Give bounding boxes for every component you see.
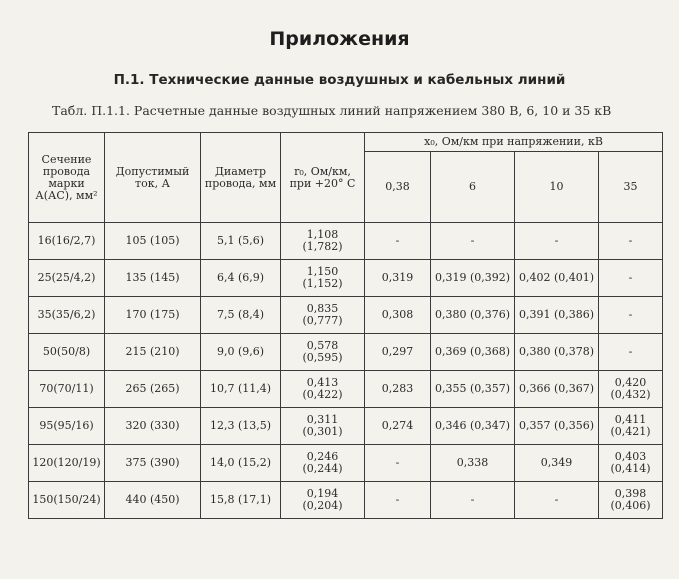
cell-section: 95(95/16) (29, 408, 105, 445)
table-row (29, 408, 663, 445)
table-row (29, 371, 663, 408)
cell-section: 25(25/4,2) (29, 260, 105, 297)
cell-x0-038: 0,283 (365, 371, 431, 408)
cell-x0-6: 0,380 (0,376) (431, 297, 515, 334)
table-row (29, 482, 663, 519)
column-header-section: Сечение провода марки А(АС), мм² (29, 133, 105, 223)
cell-x0-35: 0,403 (0,414) (599, 445, 663, 482)
cell-r0: 1,150 (1,152) (281, 260, 365, 297)
cell-diameter: 12,3 (13,5) (201, 408, 281, 445)
cell-current: 135 (145) (105, 260, 201, 297)
cell-x0-038: - (365, 482, 431, 519)
column-header-voltage-038: 0,38 (365, 152, 431, 223)
cell-current: 375 (390) (105, 445, 201, 482)
cell-x0-10: - (515, 223, 599, 260)
cell-x0-038: 0,308 (365, 297, 431, 334)
cell-x0-35: - (599, 334, 663, 371)
cell-section: 120(120/19) (29, 445, 105, 482)
column-header-voltage-10: 10 (515, 152, 599, 223)
table-row (29, 223, 663, 260)
cell-current: 170 (175) (105, 297, 201, 334)
column-header-r0: r₀, Ом/км, при +20° С (281, 133, 365, 223)
cell-section: 50(50/8) (29, 334, 105, 371)
cell-r0: 0,311 (0,301) (281, 408, 365, 445)
cell-x0-10: 0,402 (0,401) (515, 260, 599, 297)
table-row (29, 445, 663, 482)
data-table (28, 132, 663, 519)
cell-x0-10: 0,366 (0,367) (515, 371, 599, 408)
section-title: П.1. Технические данные воздушных и кабельных линий (113, 72, 566, 88)
cell-x0-35: - (599, 297, 663, 334)
cell-x0-35: - (599, 223, 663, 260)
cell-diameter: 15,8 (17,1) (201, 482, 281, 519)
cell-x0-038: 0,274 (365, 408, 431, 445)
cell-diameter: 7,5 (8,4) (201, 297, 281, 334)
table-row (29, 334, 663, 371)
cell-r0: 0,835 (0,777) (281, 297, 365, 334)
table-row (29, 297, 663, 334)
cell-x0-35: 0,420 (0,432) (599, 371, 663, 408)
cell-current: 320 (330) (105, 408, 201, 445)
cell-section: 150(150/24) (29, 482, 105, 519)
cell-x0-038: - (365, 223, 431, 260)
cell-x0-038: 0,319 (365, 260, 431, 297)
cell-diameter: 6,4 (6,9) (201, 260, 281, 297)
cell-diameter: 14,0 (15,2) (201, 445, 281, 482)
cell-x0-10: 0,391 (0,386) (515, 297, 599, 334)
column-header-voltage-35: 35 (599, 152, 663, 223)
cell-x0-10: 0,349 (515, 445, 599, 482)
column-header-x0-group: x₀, Ом/км при напряжении, кВ (365, 133, 663, 152)
cell-diameter: 9,0 (9,6) (201, 334, 281, 371)
cell-r0: 0,194 (0,204) (281, 482, 365, 519)
cell-x0-35: - (599, 260, 663, 297)
table-row (29, 260, 663, 297)
cell-x0-10: 0,357 (0,356) (515, 408, 599, 445)
column-header-voltage-6: 6 (431, 152, 515, 223)
cell-x0-6: 0,355 (0,357) (431, 371, 515, 408)
cell-x0-35: 0,398 (0,406) (599, 482, 663, 519)
cell-x0-6: 0,369 (0,368) (431, 334, 515, 371)
cell-current: 440 (450) (105, 482, 201, 519)
cell-section: 16(16/2,7) (29, 223, 105, 260)
cell-current: 105 (105) (105, 223, 201, 260)
cell-current: 265 (265) (105, 371, 201, 408)
cell-section: 70(70/11) (29, 371, 105, 408)
cell-x0-038: 0,297 (365, 334, 431, 371)
cell-x0-10: 0,380 (0,378) (515, 334, 599, 371)
cell-x0-35: 0,411 (0,421) (599, 408, 663, 445)
cell-x0-6: 0,319 (0,392) (431, 260, 515, 297)
table-caption: Табл. П.1.1. Расчетные данные воздушных линий напряжением 380 В, 6, 10 и 35 кВ (52, 103, 612, 118)
cell-x0-6: - (431, 482, 515, 519)
cell-x0-6: 0,346 (0,347) (431, 408, 515, 445)
cell-r0: 0,413 (0,422) (281, 371, 365, 408)
header-row-1 (29, 133, 663, 152)
cell-x0-10: - (515, 482, 599, 519)
cell-x0-6: 0,338 (431, 445, 515, 482)
cell-r0: 1,108 (1,782) (281, 223, 365, 260)
cell-x0-6: - (431, 223, 515, 260)
column-header-diameter: Диаметр провода, мм (201, 133, 281, 223)
cell-section: 35(35/6,2) (29, 297, 105, 334)
cell-x0-038: - (365, 445, 431, 482)
cell-diameter: 5,1 (5,6) (201, 223, 281, 260)
column-header-current: Допустимый ток, А (105, 133, 201, 223)
cell-current: 215 (210) (105, 334, 201, 371)
cell-r0: 0,578 (0,595) (281, 334, 365, 371)
page-title: Приложения (269, 28, 410, 50)
cell-diameter: 10,7 (11,4) (201, 371, 281, 408)
cell-r0: 0,246 (0,244) (281, 445, 365, 482)
